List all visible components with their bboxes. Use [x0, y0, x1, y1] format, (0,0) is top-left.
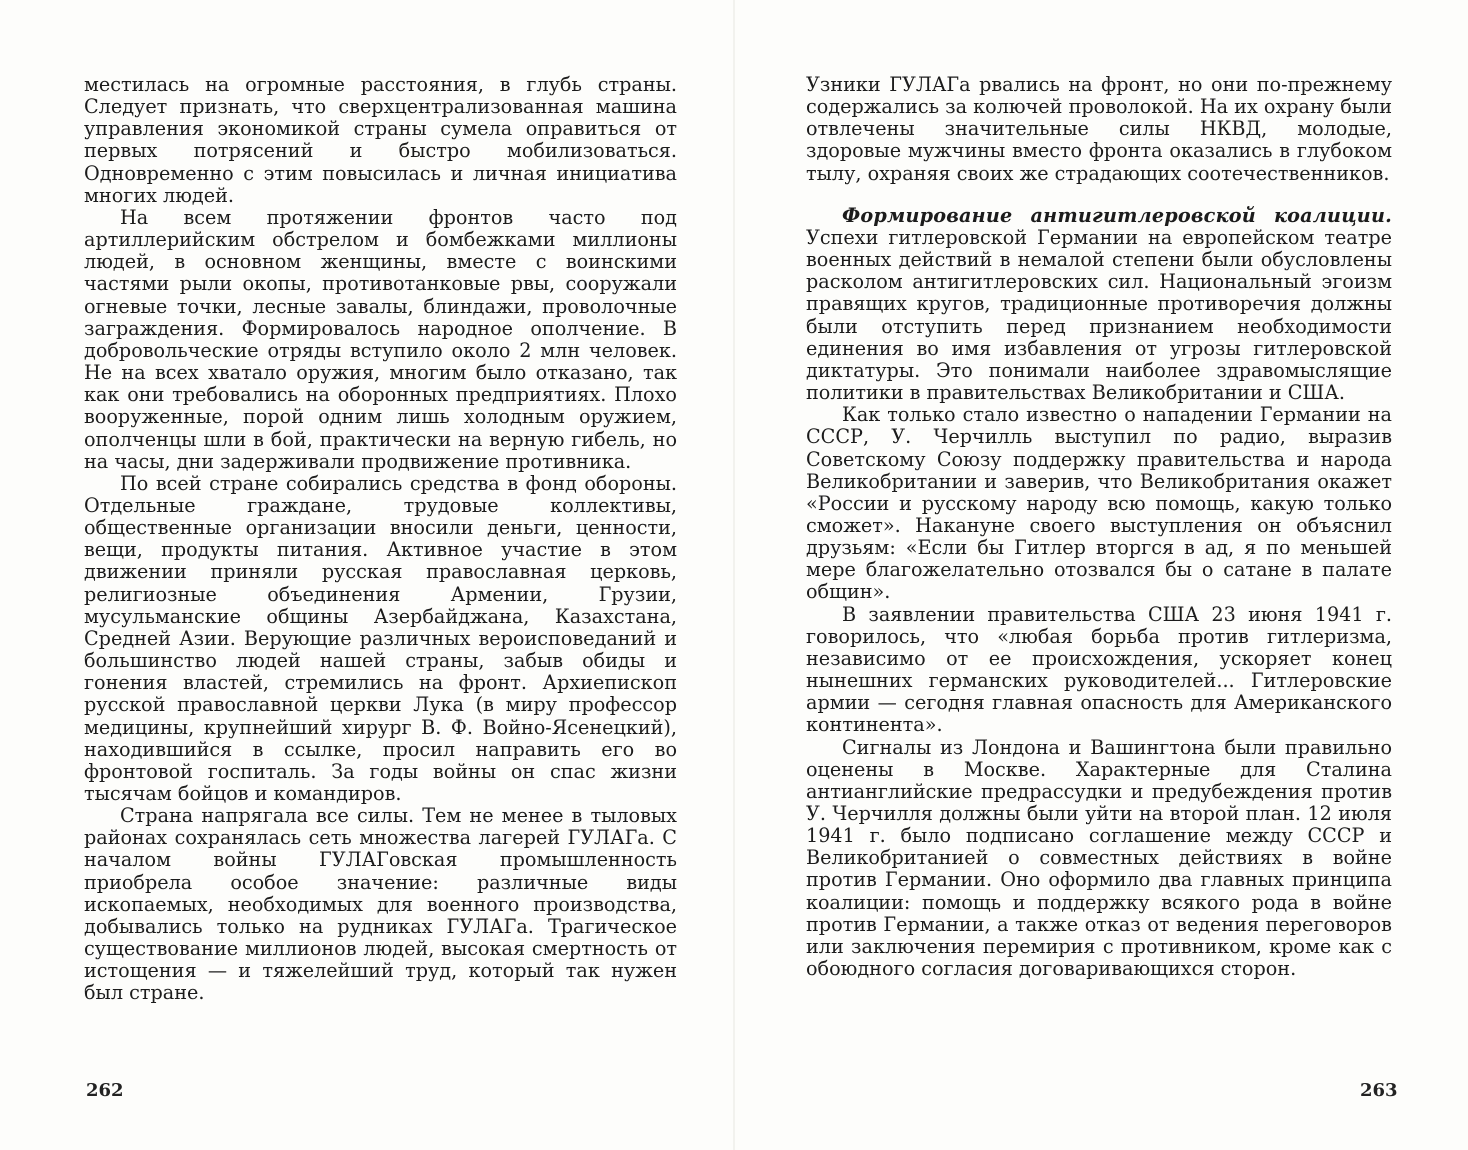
paragraph: В заявлении правительства США 23 июня 1941 г. говорилось, что «любая борьба против гитлеризма, независимо от ее происхождения, ускоряет конец нынешних германских руководителей... Гитлеровские армии — сегодня главная опасность для Американского континента». — [806, 602, 1392, 737]
paragraph: По всей стране собирались средства в фонд обороны. Отдельные граждане, трудовые коллективы, общественные организации вносили деньги, ценности, вещи, продукты питания. Активное участие в этом движении приняли русская православная церковь, религиозные объединения Армении, Грузии, мусульманские общины Азербайджана, Казахстана, Средней Азии. Верующие различных вероисповеданий и большинство людей нашей страны, забыв обиды и гонения властей, стремились на фронт. Архиепископ русской православной церкви Лука (в миру профессор медицины, крупнейший хирург В. Ф. Войно-Ясенецкий), находившийся в ссылке, просил направить его во фронтовой госпиталь. За годы войны он спас жизни тысячам бойцов и командиров. — [84, 471, 677, 805]
section-heading: Формирование антигитлеровской коалиции. — [842, 203, 1392, 227]
paragraph: Узники ГУЛАГа рвались на фронт, но они по-прежнему содержались за колючей проволокой. На их охрану были отвлечены значительные силы НКВД, молодые, здоровые мужчины вместо фронта оказались в глубоком тылу, охраняя своих же страдающих соотечественников. — [806, 73, 1392, 185]
right-text-column — [806, 74, 1392, 980]
paragraph: Как только стало известно о нападении Германии на СССР, У. Черчилль выступил по радио, выразив Советскому Союзу поддержку правительства и народа Великобритании и заверив, что Великобритания окажет «России и русскому народу всю помощь, какую только сможет». Накануне своего выступления он объяснил друзьям: «Если бы Гитлер вторгся в ад, я по меньшей мере благожелательно отозвался бы о сатане в палате общин». — [806, 403, 1392, 604]
left-text-column — [84, 74, 677, 1005]
paragraph: Страна напрягала все силы. Тем не менее в тыловых районах сохранялась сеть множества лагерей ГУЛАГа. С началом войны ГУЛАГовская промышленность приобрела особое значение: различные виды ископаемых, необходимых для военного производства, добывались только на рудниках ГУЛАГа. Трагическое существование миллионов людей, высокая смертность от истощения — и тяжелейший труд, который так нужен был стране. — [84, 804, 677, 1005]
page-number: 263 — [1360, 1080, 1398, 1101]
paragraph: На всем протяжении фронтов часто под артиллерийским обстрелом и бомбежками миллионы людей, в основном женщины, вместе с воинскими частями рыли окопы, противотанковые рвы, сооружали огневые точки, лесные завалы, блиндажи, проволочные заграждения. Формировалось народное ополчение. В добровольческие отряды вступило около 2 млн человек. Не на всех хватало оружия, многим было отказано, так как они требовались на оборонных предприятиях. Плохо вооруженные, порой одним лишь холодным оружием, ополченцы шли в бой, практически на верную гибель, но на часы, дни задерживали продвижение противника. — [84, 205, 677, 473]
section-first-text: Успехи гитлеровской Германии на европейском театре военных действий в немалой степени были обусловлены расколом антигитлеровских сил. Национальный эгоизм правящих кругов, традиционные противоречия должны были отступить перед признанием необходимости единения во имя избавления от угрозы гитлеровской диктатуры. Это понимали наиболее здравомыслящие политики в правительствах Великобритании и США. — [806, 225, 1392, 405]
right-page — [734, 0, 1468, 1150]
paragraph: Сигналы из Лондона и Вашингтона были правильно оценены в Москве. Характерные для Сталина антианглийские предрассудки и предубеждения против У. Черчилля должны были уйти на второй план. 12 июля 1941 г. было подписано соглашение между СССР и Великобританией о совместных действиях в войне против Германии. Оно оформило два главных принципа коалиции: помощь и поддержку всякого рода в войне против Германии, а также отказ от ведения переговоров или заключения перемирия с противником, кроме как с обоюдного согласия договаривающихся сторон. — [806, 735, 1392, 981]
page-number: 262 — [86, 1080, 124, 1101]
section-paragraph — [806, 205, 1392, 404]
paragraph: местилась на огромные расстояния, в глубь страны. Следует признать, что сверхцентрализованная машина управления экономикой страны сумела оправиться от первых потрясений и быстро мобилизоваться. Одновременно с этим повысилась и личная инициатива многих людей. — [84, 73, 677, 207]
